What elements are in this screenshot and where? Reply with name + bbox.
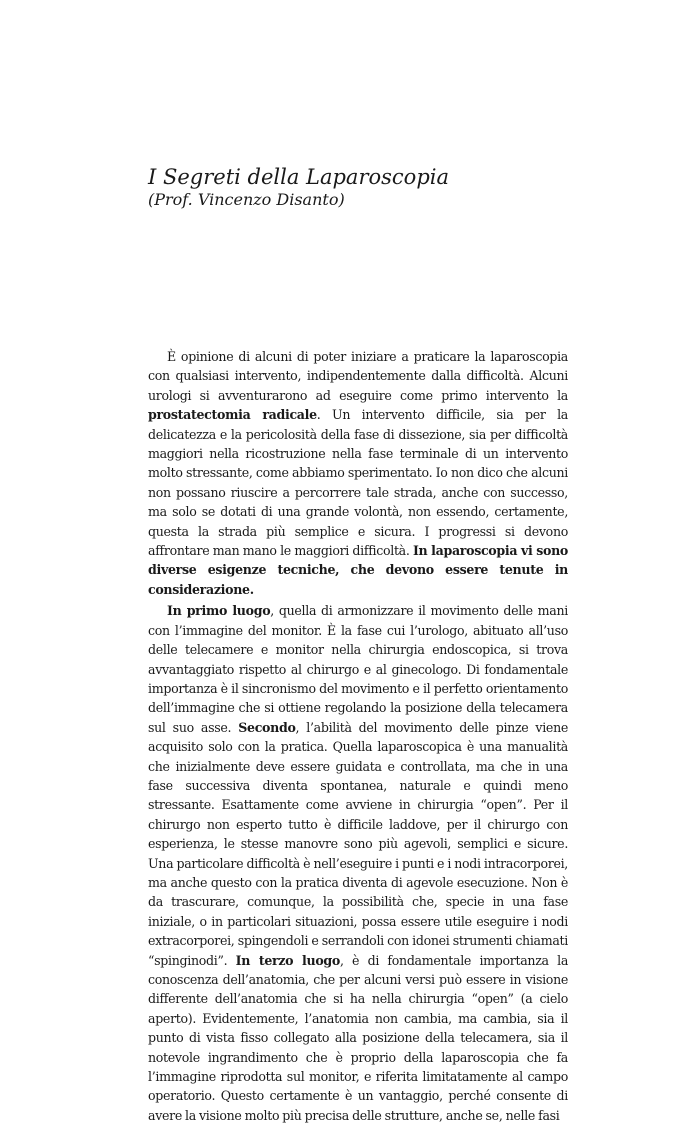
chapter-title: I Segreti della Laparoscopia: [148, 165, 449, 189]
bold-text-run: In terzo luogo: [235, 952, 340, 968]
bold-text-run: In laparoscopia vi sono diverse esigenze tecniche, che devono essere tenute in considerazione.: [148, 543, 568, 597]
bold-text-run: prostatectomia radicale: [148, 407, 317, 423]
chapter-header: [148, 164, 568, 210]
bold-text-run: Secondo: [238, 719, 296, 735]
paragraph: [148, 601, 568, 1125]
text-run: , è di fondamentale importanza la conoscenza dell’anatomia, che per alcuni versi può essere in visione differente dell’anatomia che si ha nella chirurgia “open” (a cielo aperto). Evidentemente, l’anatomia non cambia, ma cambia, sia il punto di vista fisso collegato alla posizione della telecamera, sia il notevole ingrandimento che è proprio della laparoscopia che fa l’immagine riprodotta sul monitor, e riferita limitatamente al campo operatorio. Questo certamente è un vantaggio, perché consente di avere la visione molto più precisa delle strutture, anche se, nelle fasi: [148, 952, 569, 1123]
text-run: , l’abilità del movimento delle pinze viene acquisito solo con la pratica. Quella laparoscopica è una manualità che inizialmente deve essere guidata e controllata, ma che in una fase successiva diventa spontanea, naturale e quindi meno stressante. Esattamente come avviene in chirurgia “open”. Per il chirurgo non esperto tutto è difficile laddove, per il chirurgo con esperienza, le stesse manovre sono più agevoli, semplici e sicure. Una particolare difficoltà è nell’eseguire i punti e i nodi intracorporei, ma anche questo con la pratica diventa di agevole esecuzione. Non è da trascurare, comunque, la possibilità che, specie in una fase iniziale, o in particolari situazioni, possa essere utile eseguire i nodi extracorporei, spingendoli e serrandoli con idonei strumenti chiamati “spinginodi”.: [148, 719, 568, 968]
chapter-author: (Prof. Vincenzo Disanto): [148, 190, 345, 209]
paragraph: [148, 347, 568, 599]
body-text: [148, 347, 568, 1125]
text-run: È opinione di alcuni di poter iniziare a praticare la laparoscopia con qualsiasi intervento, indipendentemente dalla difficoltà. Alcuni urologi si avventurarono ad eseguire come primo intervento la: [148, 349, 568, 403]
text-run: . Un intervento difficile, sia per la delicatezza e la pericolosità della fase di dissezione, sia per difficoltà maggiori nella ricostruzione nella fase terminale di un intervento molto stressante, come abbiamo sperimentato. Io non dico che alcuni non possano riuscire a percorrere tale strada, anche con successo, ma solo se dotati di una grande volontà, non essendo, certamente, questa la strada più semplice e sicura. I progressi si devono affrontare man mano le maggiori difficoltà.: [148, 407, 568, 559]
text-run: , quella di armonizzare il movimento delle mani con l’immagine del monitor. È la fase cui l’urologo, abituato all’uso delle telecamere e monitor nella chirurgia endoscopica, si trova avvantaggiato rispetto al chirurgo e al ginecologo. Di fondamentale importanza è il sincronismo del movimento e il perfetto orientamento dell’immagine che si ottiene regolando la posizione della telecamera sul suo asse.: [148, 603, 568, 735]
bold-text-run: In primo luogo: [167, 603, 271, 619]
